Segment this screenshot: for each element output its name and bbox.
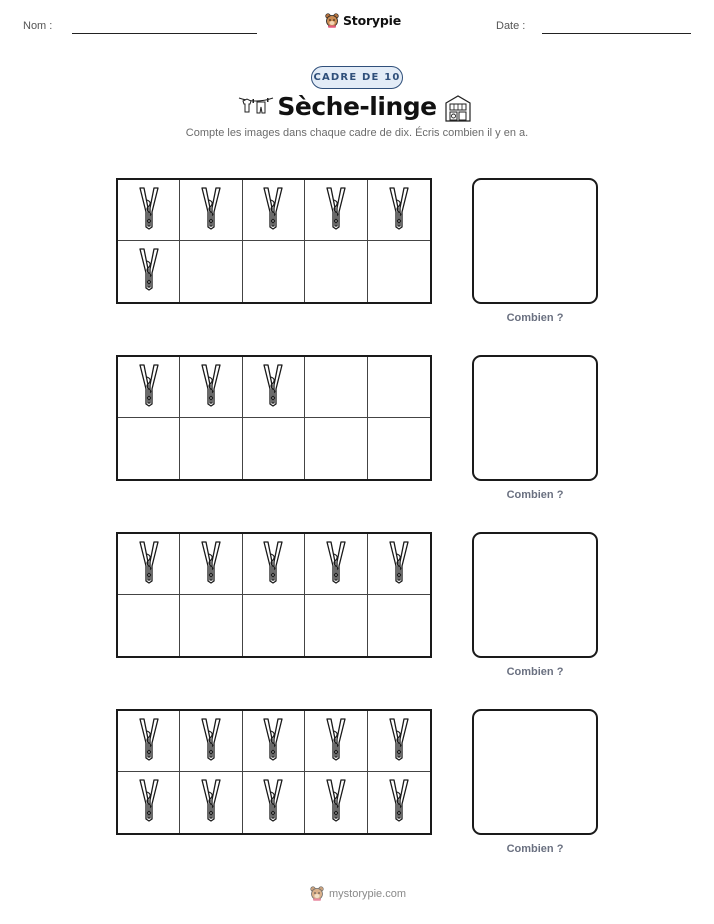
answer-box-1[interactable]	[472, 178, 598, 304]
clothespin-icon	[262, 778, 284, 827]
frame-cell	[305, 711, 367, 772]
clothespin-icon	[200, 186, 222, 235]
frame-cell	[180, 418, 242, 479]
footer	[310, 886, 406, 901]
frame-cell	[118, 534, 180, 595]
frame-cell	[180, 595, 242, 656]
frame-cell	[180, 241, 242, 302]
combien-label-1: Combien ?	[506, 312, 564, 324]
frame-cell	[305, 241, 367, 302]
page-title: Sèche-linge	[277, 92, 437, 121]
bear-logo-icon	[310, 886, 324, 901]
frame-cell	[305, 180, 367, 241]
frame-cell	[118, 595, 180, 656]
clothespin-icon	[262, 186, 284, 235]
frame-cell	[305, 772, 367, 833]
frame-cell	[118, 772, 180, 833]
instructions: Compte les images dans chaque cadre de dix. Écris combien il y en a.	[185, 127, 529, 139]
frame-cell	[118, 418, 180, 479]
clothespin-icon	[138, 186, 160, 235]
clothespin-icon	[325, 778, 347, 827]
frame-cell	[305, 534, 367, 595]
frame-cell	[243, 534, 305, 595]
frame-cell	[243, 180, 305, 241]
frame-cell	[118, 357, 180, 418]
clothespin-icon	[138, 363, 160, 412]
frame-cell	[243, 357, 305, 418]
brand-name: Storypie	[343, 13, 401, 28]
clothespin-icon	[138, 717, 160, 766]
frame-cell	[305, 595, 367, 656]
frame-cell	[243, 772, 305, 833]
clothespin-icon	[262, 363, 284, 412]
frame-cell	[118, 241, 180, 302]
frame-cell	[368, 711, 430, 772]
clothespin-icon	[262, 717, 284, 766]
category-badge: CADRE DE 10	[311, 66, 403, 89]
clothespin-icon	[262, 540, 284, 589]
frame-cell	[305, 418, 367, 479]
clothespin-icon	[200, 717, 222, 766]
clothespin-icon	[388, 186, 410, 235]
answer-box-3[interactable]	[472, 532, 598, 658]
ten-frame-2	[116, 355, 432, 481]
frame-cell	[118, 711, 180, 772]
frame-cell	[368, 772, 430, 833]
frame-cell	[180, 534, 242, 595]
clothespin-icon	[388, 717, 410, 766]
frame-cell	[243, 595, 305, 656]
name-label: Nom :	[23, 20, 53, 32]
brand	[325, 13, 401, 28]
clothespin-icon	[388, 540, 410, 589]
frame-cell	[180, 180, 242, 241]
ten-frame-3	[116, 532, 432, 658]
frame-cell	[180, 711, 242, 772]
frame-cell	[368, 357, 430, 418]
frame-cell	[243, 711, 305, 772]
clothespin-icon	[200, 540, 222, 589]
ten-frame-1	[116, 178, 432, 304]
frame-cell	[368, 595, 430, 656]
frame-cell	[368, 241, 430, 302]
bear-logo-icon	[325, 13, 339, 28]
clothespin-icon	[325, 717, 347, 766]
ten-frame-4	[116, 709, 432, 835]
frame-cell	[180, 357, 242, 418]
combien-label-3: Combien ?	[506, 666, 564, 678]
frame-cell	[368, 418, 430, 479]
clothespin-icon	[200, 778, 222, 827]
clothespin-icon	[138, 540, 160, 589]
frame-cell	[368, 534, 430, 595]
clothespin-icon	[138, 247, 160, 296]
combien-label-2: Combien ?	[506, 489, 564, 501]
clothespin-icon	[388, 778, 410, 827]
clothespin-icon	[138, 778, 160, 827]
clothespin-icon	[200, 363, 222, 412]
frame-cell	[368, 180, 430, 241]
clothespin-icon	[325, 540, 347, 589]
frame-cell	[243, 418, 305, 479]
frame-cell	[180, 772, 242, 833]
answer-box-4[interactable]	[472, 709, 598, 835]
frame-cell	[305, 357, 367, 418]
frame-cell	[118, 180, 180, 241]
name-line[interactable]	[72, 33, 257, 34]
answer-box-2[interactable]	[472, 355, 598, 481]
washing-machine-icon	[443, 93, 473, 128]
date-label: Date :	[496, 20, 526, 32]
clothespin-icon	[325, 186, 347, 235]
date-line[interactable]	[542, 33, 691, 34]
frame-cell	[243, 241, 305, 302]
combien-label-4: Combien ?	[506, 843, 564, 855]
footer-url: mystorypie.com	[329, 887, 407, 900]
